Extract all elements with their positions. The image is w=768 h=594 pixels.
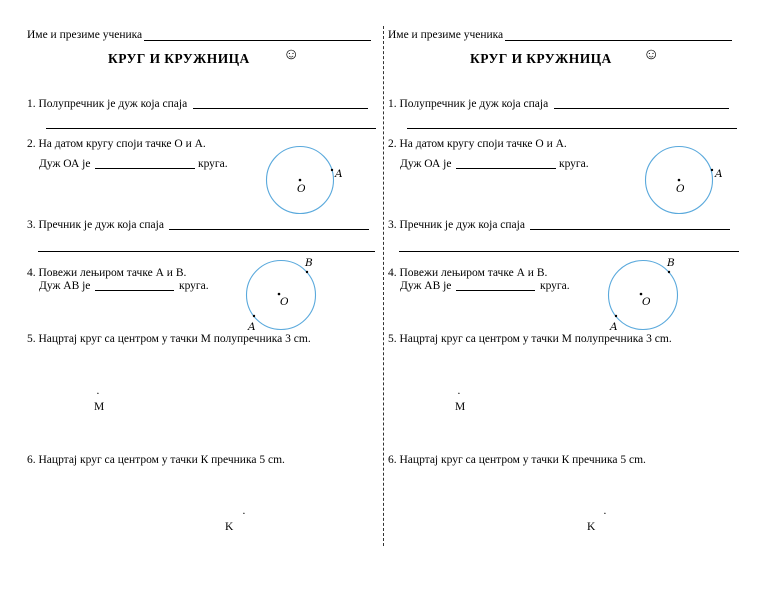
smiley-icon: ☺ bbox=[643, 46, 660, 63]
task-6-text: 6. Нацртај круг са центром у тачки К пречника 5 cm. bbox=[388, 454, 646, 466]
circle-figure-2 bbox=[604, 253, 694, 335]
task-3-text: 3. Пречник је дуж која спаја bbox=[388, 219, 525, 231]
task-4-text: 4. Повежи лењиром тачке А и В. bbox=[27, 267, 187, 279]
center-point-o bbox=[278, 293, 281, 296]
point-a bbox=[253, 315, 255, 317]
task-2-answer-line[interactable] bbox=[95, 168, 195, 169]
task-2-prefix: Дуж ОА је bbox=[400, 158, 452, 170]
task-2-answer-line[interactable] bbox=[456, 168, 556, 169]
point-m-label: M bbox=[455, 401, 466, 413]
task-1-answer-line-2[interactable] bbox=[407, 128, 737, 129]
label-b: B bbox=[667, 257, 675, 269]
name-field[interactable] bbox=[505, 40, 732, 41]
task-5-text: 5. Нацртај круг са центром у тачки М полупречника 3 cm. bbox=[27, 333, 311, 345]
task-1-text: 1. Полупречник је дуж која спаја bbox=[388, 98, 549, 110]
circle-2 bbox=[609, 261, 678, 330]
task-4-suffix: круга. bbox=[540, 280, 570, 292]
task-4-prefix: Дуж АВ је bbox=[39, 280, 91, 292]
smiley-icon: ☺ bbox=[283, 46, 300, 63]
worksheet-left bbox=[27, 0, 387, 594]
task-1-answer-line[interactable] bbox=[554, 108, 729, 109]
task-2-text: 2. На датом кругу споји тачке О и А. bbox=[388, 138, 567, 150]
label-o: O bbox=[676, 183, 685, 195]
label-o: O bbox=[280, 296, 289, 308]
center-point-o bbox=[299, 179, 302, 182]
task-2-text: 2. На датом кругу споји тачке О и А. bbox=[27, 138, 206, 150]
point-m-dot: · bbox=[96, 388, 100, 400]
name-label: Име и презиме ученика bbox=[388, 29, 504, 41]
page-title: КРУГ И КРУЖНИЦА bbox=[108, 51, 250, 66]
point-m-label: M bbox=[94, 401, 105, 413]
circle-figure-2 bbox=[242, 253, 332, 335]
task-4-answer-line[interactable] bbox=[95, 290, 174, 291]
name-label: Име и презиме ученика bbox=[27, 29, 143, 41]
task-3-answer-line-2[interactable] bbox=[399, 251, 739, 252]
point-k-dot: · bbox=[242, 508, 246, 520]
point-m-dot: · bbox=[457, 388, 461, 400]
point-k-label: K bbox=[225, 521, 234, 533]
label-o: O bbox=[642, 296, 651, 308]
page-title: КРУГ И КРУЖНИЦА bbox=[470, 51, 612, 66]
task-2-suffix: круга. bbox=[198, 158, 228, 170]
task-3-text: 3. Пречник је дуж која спаја bbox=[27, 219, 164, 231]
task-1-text: 1. Полупречник је дуж која спаја bbox=[27, 98, 188, 110]
circle-figure-1 bbox=[641, 144, 731, 219]
task-6-text: 6. Нацртај круг са центром у тачки К пречника 5 cm. bbox=[27, 454, 285, 466]
task-2-prefix: Дуж ОА је bbox=[39, 158, 91, 170]
point-b bbox=[668, 271, 670, 273]
task-1-answer-line-2[interactable] bbox=[46, 128, 376, 129]
task-2-suffix: круга. bbox=[559, 158, 589, 170]
point-k-dot: · bbox=[603, 508, 607, 520]
name-field[interactable] bbox=[144, 40, 371, 41]
worksheet-right bbox=[388, 0, 748, 594]
circle-2 bbox=[247, 261, 316, 330]
task-4-prefix: Дуж АВ је bbox=[400, 280, 452, 292]
task-3-answer-line-2[interactable] bbox=[38, 251, 375, 252]
task-3-answer-line[interactable] bbox=[169, 229, 369, 230]
task-4-answer-line[interactable] bbox=[456, 290, 535, 291]
point-a bbox=[711, 169, 713, 171]
task-4-text: 4. Повежи лењиром тачке А и В. bbox=[388, 267, 548, 279]
label-a: A bbox=[610, 321, 618, 333]
center-point-o bbox=[678, 179, 681, 182]
label-b: B bbox=[305, 257, 313, 269]
label-a: A bbox=[715, 168, 723, 180]
point-k-label: K bbox=[587, 521, 596, 533]
center-point-o bbox=[640, 293, 643, 296]
label-a: A bbox=[248, 321, 256, 333]
task-5-text: 5. Нацртај круг са центром у тачки М полупречника 3 cm. bbox=[388, 333, 672, 345]
point-a bbox=[615, 315, 617, 317]
label-o: O bbox=[297, 183, 306, 195]
label-a: A bbox=[335, 168, 343, 180]
task-1-answer-line[interactable] bbox=[193, 108, 368, 109]
circle-figure-1 bbox=[263, 144, 353, 219]
point-b bbox=[306, 271, 308, 273]
task-4-suffix: круга. bbox=[179, 280, 209, 292]
task-3-answer-line[interactable] bbox=[530, 229, 730, 230]
point-a bbox=[331, 169, 333, 171]
